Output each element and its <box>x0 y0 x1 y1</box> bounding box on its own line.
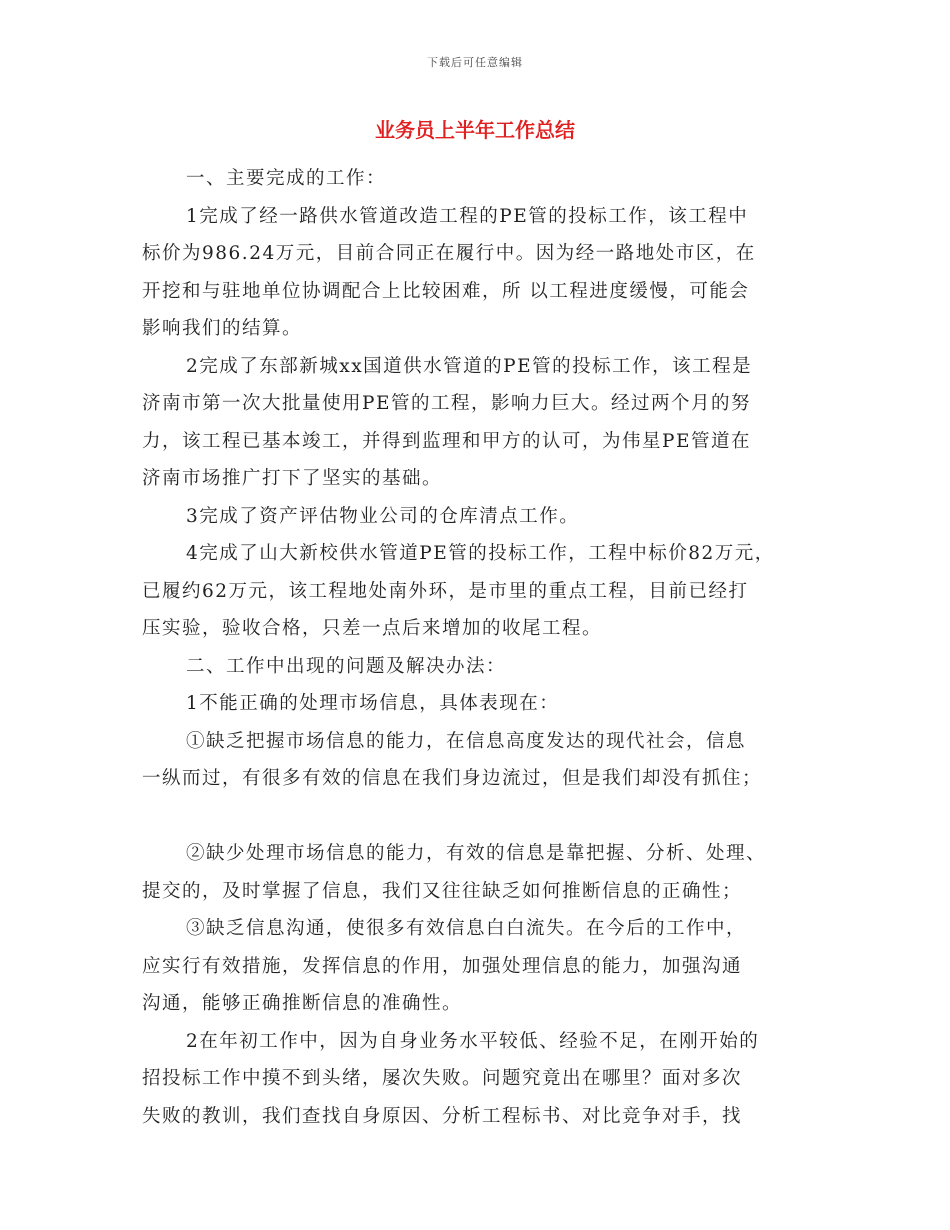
body-line: 二、工作中出现的问题及解决办法： <box>186 655 507 677</box>
body-line: 一、主要完成的工作： <box>186 168 387 189</box>
document-title: 业务员上半年工作总结 <box>375 118 575 142</box>
body-line: 1完成了经一路供水管道改造工程的PE管的投标工作，该工程中 <box>186 205 749 227</box>
body-line: ③缺乏信息沟通，使很多有效信息白白流失。在今后的工作中， <box>186 918 747 939</box>
body-line: 济南市场推广打下了坚实的基础。 <box>142 468 443 489</box>
blank-line <box>142 798 812 836</box>
body-line: 1不能正确的处理市场信息，具体表现在： <box>186 693 560 714</box>
body-line: 济南市第一次大批量使用PE管的工程，影响力巨大。经过两个月的努 <box>142 393 751 414</box>
body-line: 3完成了资产评估物业公司的仓库清点工作。 <box>186 505 580 527</box>
body-line: 提交的，及时掌握了信息，我们又往往缺乏如何推断信息的正确性； <box>142 880 743 902</box>
body-line: 应实行有效措施，发挥信息的作用，加强处理信息的能力，加强沟通 <box>142 955 743 977</box>
body-line: 失败的教训，我们查找自身原因、分析工程标书、对比竞争对手，找 <box>142 1105 743 1127</box>
body-line: ②缺少处理市场信息的能力，有效的信息是靠把握、分析、处理、 <box>186 843 767 864</box>
body-line: 标价为986.24万元，目前合同正在履行中。因为经一路地处市区，在 <box>142 243 756 264</box>
body-line: 2完成了东部新城xx国道供水管道的PE管的投标工作，该工程是 <box>186 355 753 377</box>
body-line: 压实验，验收合格，只差一点后来增加的收尾工程。 <box>142 618 603 639</box>
header-note: 下载后可任意编辑 <box>427 56 523 69</box>
body-line: 一纵而过，有很多有效的信息在我们身边流过，但是我们却没有抓住； <box>142 768 763 789</box>
body-line: 2在年初工作中，因为自身业务水平较低、经验不足，在刚开始的 <box>186 1030 760 1052</box>
body-line: ①缺乏把握市场信息的能力，在信息高度发达的现代社会，信息 <box>186 730 747 752</box>
body-line: 影响我们的结算。 <box>142 318 303 339</box>
body-line: 已履约62万元，该工程地处南外环，是市里的重点工程，目前已经打 <box>142 580 749 602</box>
body-line: 力，该工程已基本竣工，并得到监理和甲方的认可，为伟星PE管道在 <box>142 430 751 452</box>
body-line: 开挖和与驻地单位协调配合上比较困难，所 以工程进度缓慢，可能会 <box>142 280 750 302</box>
document-body <box>142 160 812 1135</box>
body-line: 招投标工作中摸不到头绪，屡次失败。问题究竟出在哪里？面对多次 <box>142 1068 743 1089</box>
body-line: 4完成了山大新校供水管道PE管的投标工作，工程中标价82万元， <box>186 543 775 564</box>
body-line: 沟通，能够正确推断信息的准确性。 <box>142 993 463 1014</box>
